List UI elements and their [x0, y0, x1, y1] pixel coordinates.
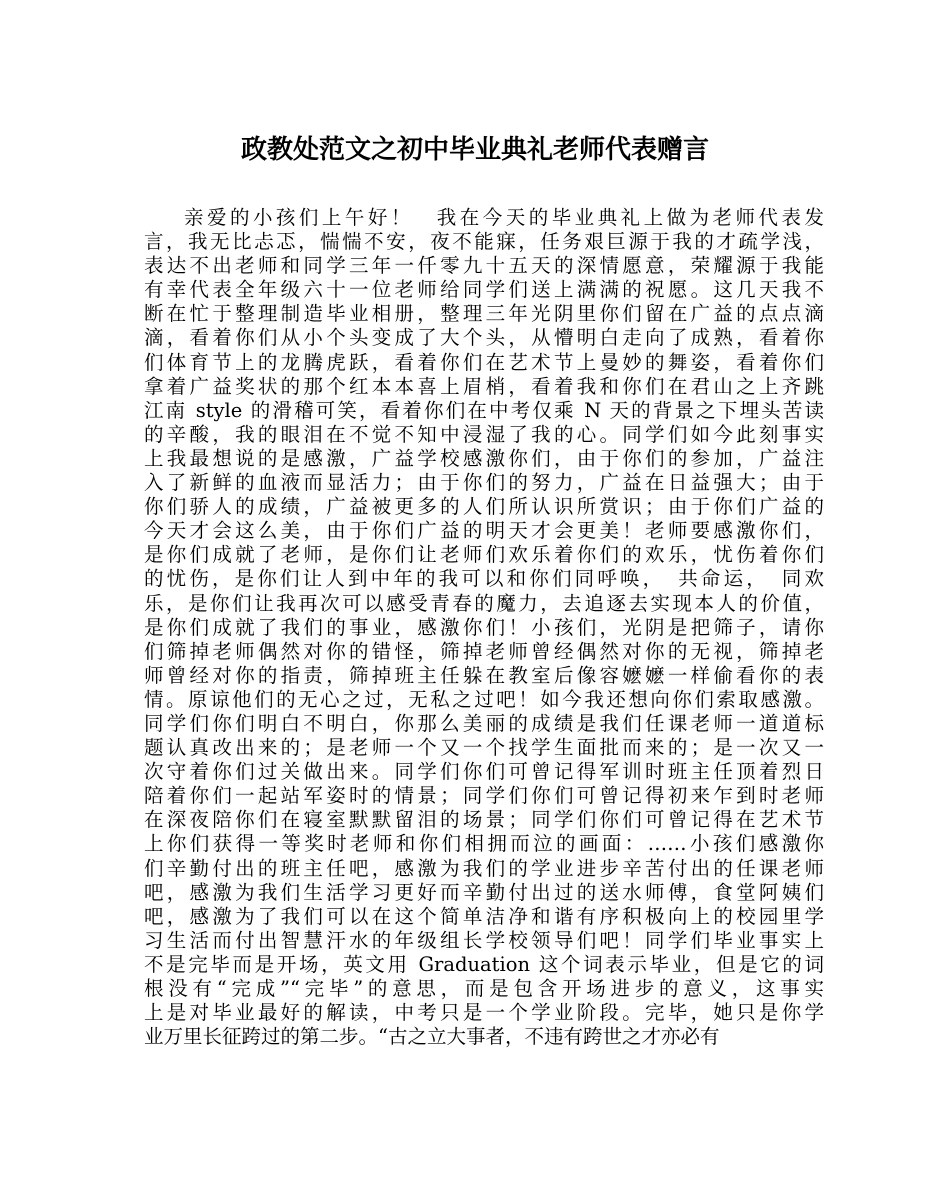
document-title: 政教处范文之初中毕业典礼老师代表赠言: [240, 135, 709, 165]
body-line: 表达不出老师和同学三年一仟零九十五天的深情愿意，荣耀源于我能: [144, 254, 824, 278]
body-line: 你们骄人的成绩，广益被更多的人们所认识所赏识；由于你们广益的: [144, 495, 824, 519]
body-line: 情。原谅他们的无心之过，无私之过吧！如今我还想向你们索取感激。: [144, 687, 824, 711]
body-line: 吧，感激为我们生活学习更好而辛勤付出过的送水师傅，食堂阿姨们: [144, 880, 824, 904]
body-line: 是你们成就了我们的事业，感激你们！小孩们，光阴是把筛子，请你: [144, 615, 824, 639]
body-line: 业万里长征跨过的第二步。“古之立大事者，不违有跨世之才亦必有: [144, 1025, 720, 1049]
body-line: 有幸代表全年级六十一位老师给同学们送上满满的祝愿。这几天我不: [144, 278, 824, 302]
body-line: 断在忙于整理制造毕业相册，整理三年光阴里你们留在广益的点点滴: [144, 302, 824, 326]
body-line: 是你们成就了老师，是你们让老师们欢乐着你们的欢乐，忧伤着你们: [144, 543, 824, 567]
body-line: 的辛酸，我的眼泪在不觉不知中浸湿了我的心。同学们如今此刻事实: [144, 422, 824, 446]
body-line: 吧，感激为了我们可以在这个简单洁净和谐有序积极向上的校园里学: [144, 904, 824, 928]
body-line: 陪着你们一起站军姿时的情景；同学们你们可曾记得初来乍到时老师: [144, 784, 824, 808]
body-line: 上我最想说的是感激，广益学校感激你们，由于你们的参加，广益注: [144, 446, 824, 470]
document-body: [144, 206, 824, 1049]
body-line: 乐，是你们让我再次可以感受青春的魔力，去追逐去实现本人的价值，: [144, 591, 824, 615]
body-line: 亲爱的小孩们上午好！ 我在今天的毕业典礼上做为老师代表发: [184, 206, 824, 229]
body-line: 不是完毕而是开场，英文用 Graduation 这个词表示毕业，但是它的词: [144, 952, 824, 976]
body-line: 拿着广益奖状的那个红本本喜上眉梢，看着我和你们在君山之上齐跳: [144, 374, 824, 398]
body-line: 江南 style 的滑稽可笑，看着你们在中考仅乘 N 天的背景之下埋头苦读: [144, 398, 824, 422]
body-line: 们体育节上的龙腾虎跃，看着你们在艺术节上曼妙的舞姿，看着你们: [144, 350, 824, 374]
body-line: 题认真改出来的；是老师一个又一个找学生面批而来的；是一次又一: [144, 736, 824, 760]
body-line: 次守着你们过关做出来。同学们你们可曾记得军训时班主任顶着烈日: [144, 760, 824, 784]
body-line: 上你们获得一等奖时老师和你们相拥而泣的画面：……小孩们感激你: [144, 832, 824, 856]
body-line: 上是对毕业最好的解读，中考只是一个学业阶段。完毕，她只是你学: [144, 1001, 824, 1025]
body-line: 们筛掉老师偶然对你的错怪，筛掉老师曾经偶然对你的无视，筛掉老: [144, 639, 824, 663]
body-line: 言，我无比忐忑，惴惴不安，夜不能寐，任务艰巨源于我的才疏学浅，: [144, 230, 824, 254]
body-line: 的忧伤，是你们让人到中年的我可以和你们同呼唤， 共命运， 同欢: [144, 567, 824, 591]
body-line: 们辛勤付出的班主任吧，感激为我们的学业进步辛苦付出的任课老师: [144, 856, 824, 880]
body-line: 滴，看着你们从小个头变成了大个头，从懵明白走向了成熟，看着你: [144, 326, 824, 350]
body-line: 师曾经对你的指责，筛掉班主任躲在教室后像容嬷嬷一样偷看你的表: [144, 663, 824, 687]
body-line: 在深夜陪你们在寝室默默留泪的场景；同学们你们可曾记得在艺术节: [144, 808, 824, 832]
body-line: 习生活而付出智慧汗水的年级组长学校领导们吧！同学们毕业事实上: [144, 928, 824, 952]
body-line: 今天才会这么美，由于你们广益的明天才会更美！老师要感激你们，: [144, 519, 824, 543]
body-line: 根没有“完成”“完毕”的意思，而是包含开场进步的意义，这事实: [144, 977, 824, 1000]
body-line: 入了新鲜的血液而显活力；由于你们的努力，广益在日益强大；由于: [144, 471, 824, 495]
body-line: 同学们你们明白不明白，你那么美丽的成绩是我们任课老师一道道标: [144, 711, 824, 735]
